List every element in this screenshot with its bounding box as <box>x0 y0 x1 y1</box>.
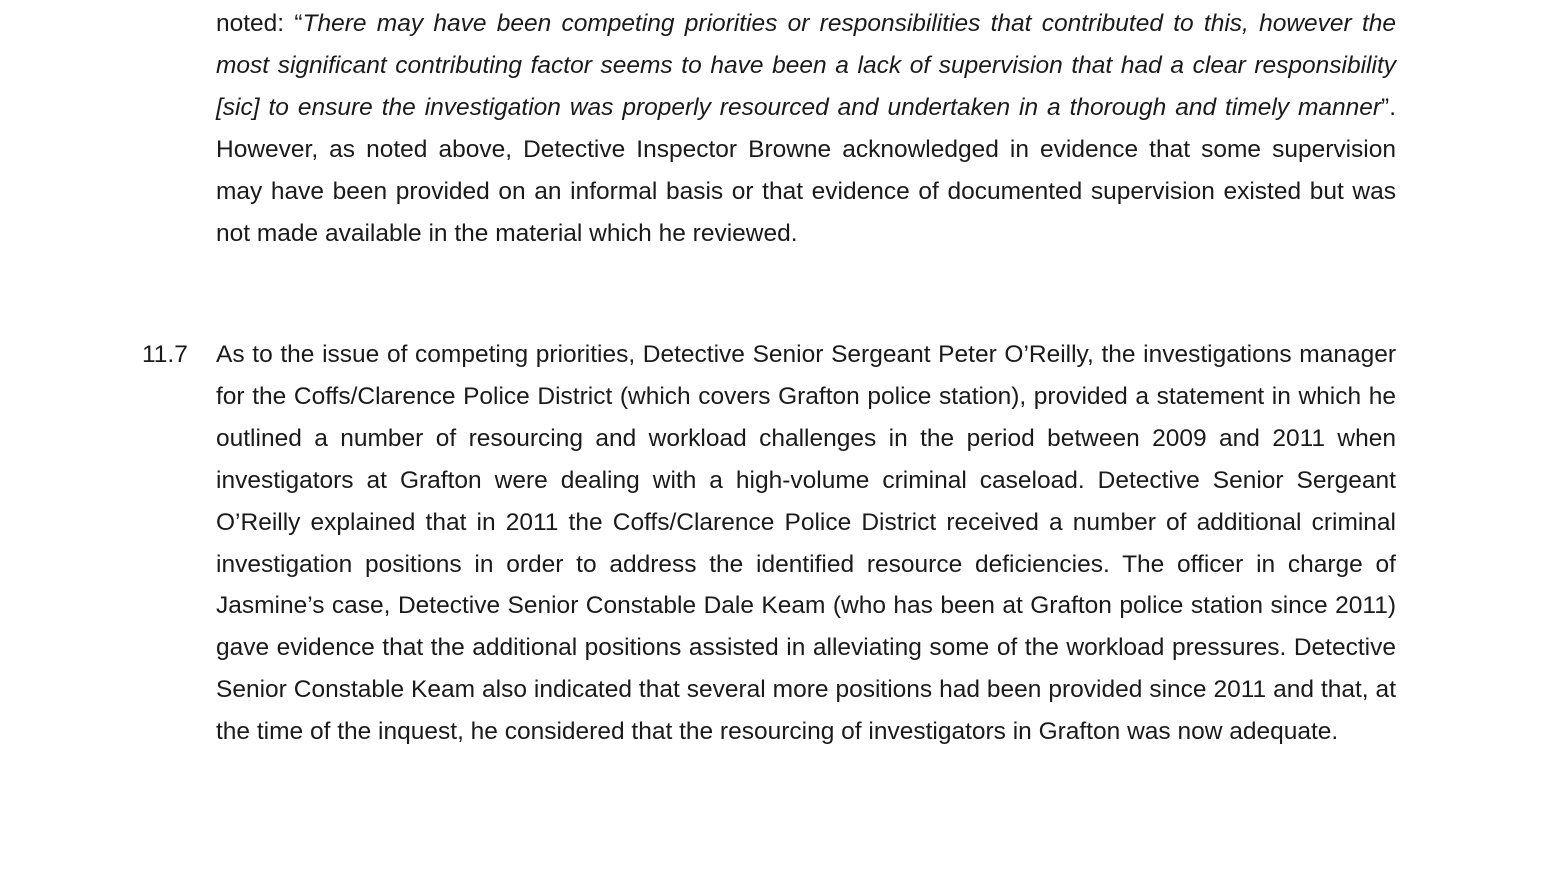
paragraph-text: As to the issue of competing priorities, Detective Senior Sergeant Peter O’Reilly, the investigations manager for the Coffs/Clarence Police District (which covers Grafton police station), provided a statement in which he outlined a number of resourcing and workload challenges in the period between 2009 and 2011 when investigators at Grafton were dealing with a high-volume criminal caseload. Detective Senior Sergeant O’Reilly explained that in 2011 the Coffs/Clarence Police District received a number of additional criminal investigation positions in order to address the identified resource deficiencies. The officer in charge of Jasmine’s case, Detective Senior Constable Dale Keam (who has been at Grafton police station since 2011) gave evidence that the additional positions assisted in alleviating some of the workload pressures. Detective Senior Constable Keam also indicated that several more positions had been provided since 2011 and that, at the time of the inquest, he considered that the resourcing of investigators in Grafton was now adequate. <box>216 341 1396 746</box>
paragraph-text: noted: “ <box>216 10 303 37</box>
paragraph-11-7 <box>216 334 1396 753</box>
paragraph-continuation <box>216 3 1396 254</box>
paragraph-number: 11.7 <box>142 341 188 368</box>
quoted-text: There may have been competing priorities or responsibilities that contributed to this, however the most significant contributing factor seems to have been a lack of supervision that had a clear responsibility [sic] to ensure the investigation was properly resourced and undertaken in a thorough and timely manner <box>216 10 1397 121</box>
paragraph-text: ”. However, as noted above, Detective Inspector Browne acknowledged in evidence that some supervision may have been provided on an informal basis or that evidence of documented supervision existed but was not made available in the material which he reviewed. <box>216 93 1396 247</box>
